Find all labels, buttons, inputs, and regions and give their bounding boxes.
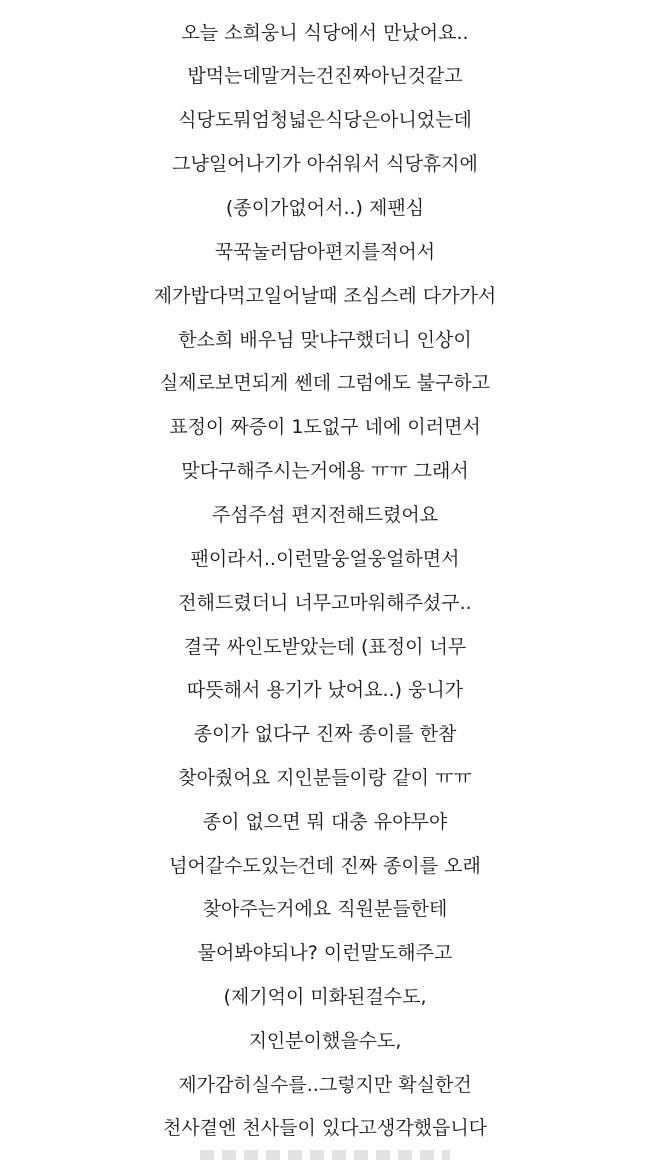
text-line: (제기억이 미화된걸수도, [223,986,427,1008]
text-line: 주섬주섬 편지전해드렸어요 [211,504,439,526]
text-line: 찾아주는거에요 직원분들한테 [202,898,448,920]
text-line: 밥먹는데말거는건진짜아닌것같고 [187,65,463,87]
text-line: 지인분이했을수도, [248,1030,402,1052]
text-line: 제가감히실수를..그렇지만 확실한건 [178,1074,472,1096]
text-line: 표정이 짜증이 1도없구 네에 이러면서 [169,416,481,438]
text-line: 오늘 소희웅니 식당에서 만났어요.. [181,22,469,44]
text-line: 한소희 배우님 맞냐구했더니 인상이 [178,329,472,351]
text-line: 제가밥다먹고일어날때 조심스레 다가가서 [153,285,497,307]
cut-off-next-line [0,1150,650,1160]
text-line: 팬이라서..이런말웅얼웅얼하면서 [190,548,460,570]
text-line: 그냥일어나기가 아쉬워서 식당휴지에 [172,153,478,175]
text-line: 찾아줬어요 지인분들이랑 같이 ㅠㅠ [178,767,472,789]
text-line: 천사곁엔 천사들이 있다고생각했읍니다 [162,1117,488,1139]
text-line: 맞다구해주시는거에용 ㅠㅠ 그래서 [181,460,469,482]
text-line: 물어봐야되나? 이런말도해주고 [197,942,453,964]
text-line: 넘어갈수도있는건데 진짜 종이를 오래 [169,855,481,877]
text-line: 종이가 없다구 진짜 종이를 한참 [193,723,457,745]
text-line: 종이 없으면 뭐 대충 유야무야 [202,811,448,833]
text-line: 꾹꾹눌러담아편지를적어서 [214,241,436,263]
text-line: 결국 싸인도받았는데 (표정이 너무 [183,636,467,658]
text-line: 식당도뭐엄청넓은식당은아니었는데 [178,109,472,131]
text-line: 전해드렸더니 너무고마워해주셨구.. [178,592,472,614]
text-line: (종이가없어서..) 제팬심 [225,197,425,219]
text-line: 실제로보면되게 쎈데 그럼에도 불구하고 [159,372,491,394]
text-line: 따뜻해서 용기가 났어요..) 웅니가 [186,679,464,701]
